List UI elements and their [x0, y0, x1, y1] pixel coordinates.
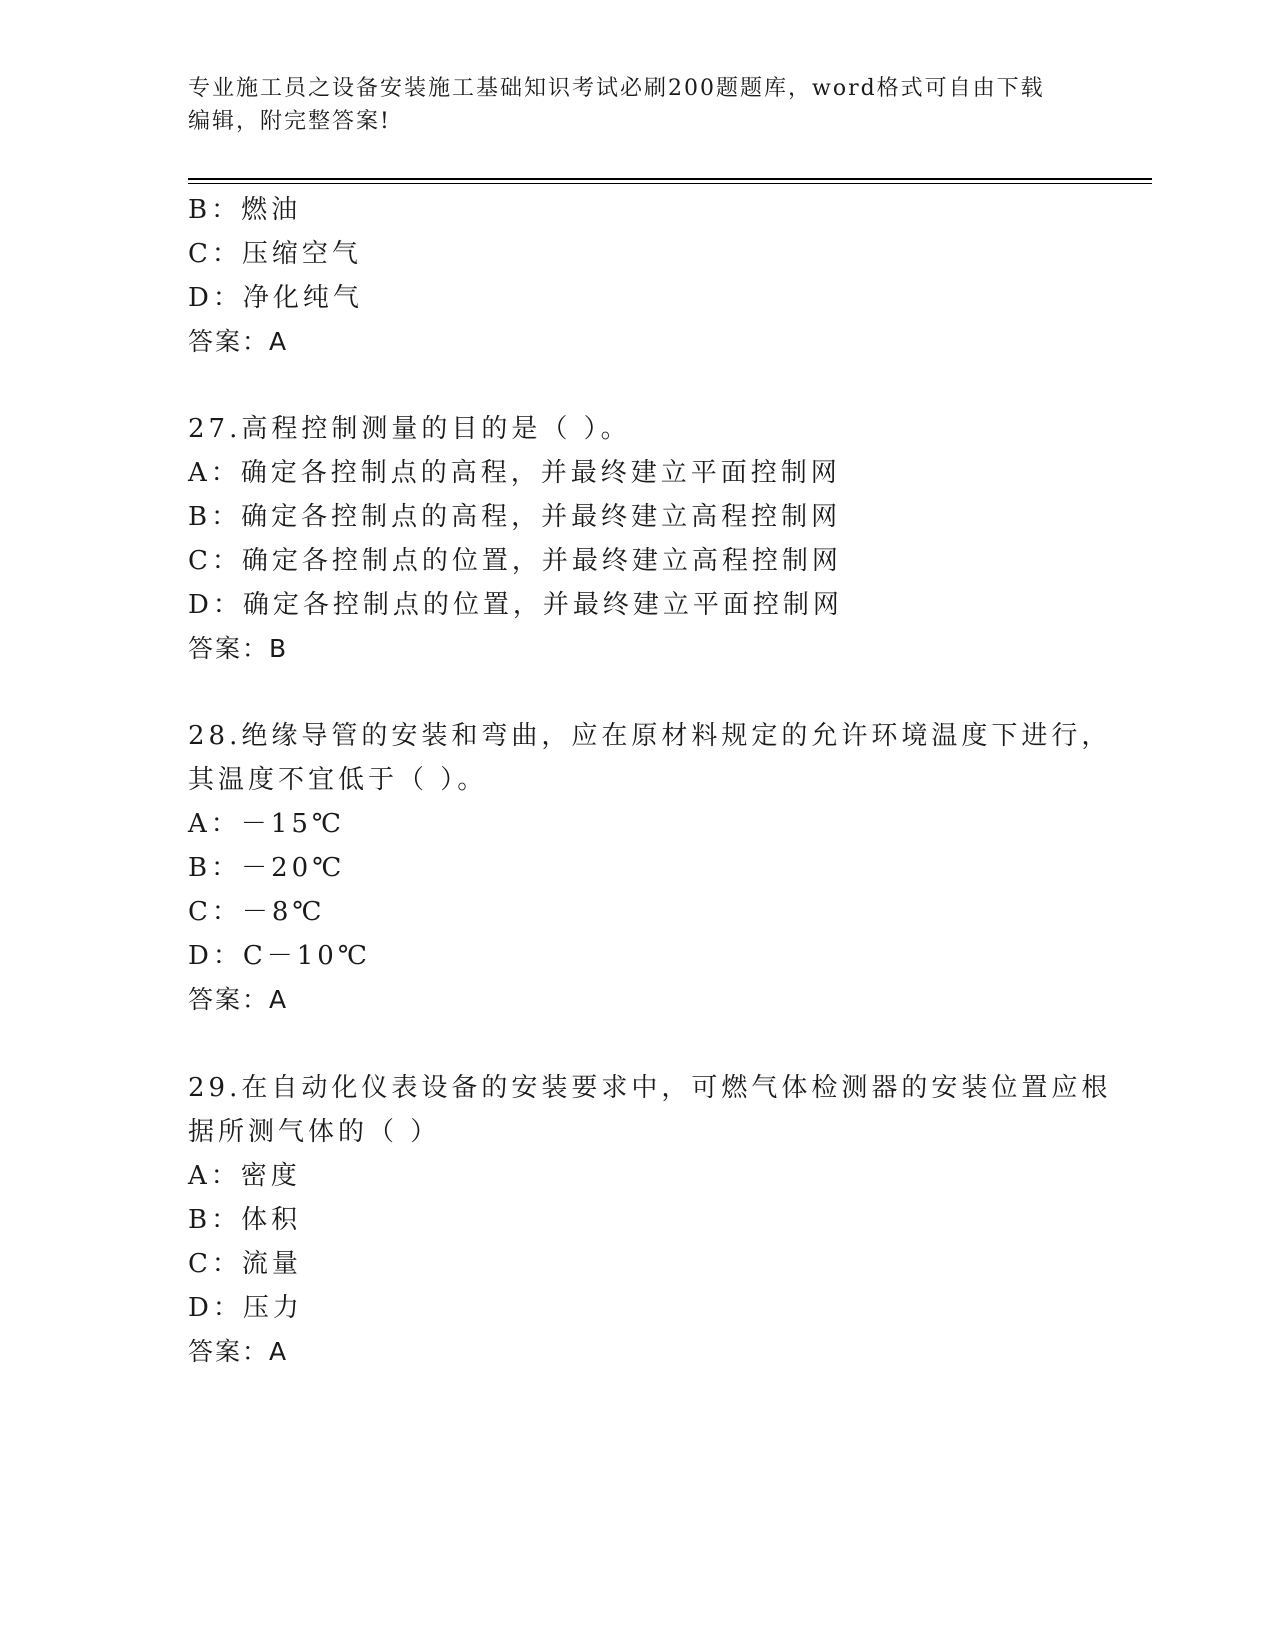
- q27-option-a: A：确定各控制点的高程，并最终建立平面控制网: [188, 458, 841, 488]
- header-rule-thick: [188, 178, 1152, 180]
- q27-option-c: C：确定各控制点的位置，并最终建立高程控制网: [188, 546, 842, 576]
- q29-option-a: A：密度: [188, 1161, 301, 1191]
- q27-option-b: B：确定各控制点的高程，并最终建立高程控制网: [188, 502, 842, 532]
- q27-option-d: D：确定各控制点的位置，并最终建立平面控制网: [188, 590, 843, 620]
- q26-option-d: D：净化纯气: [188, 283, 363, 313]
- q28-stem-line-1: 28.绝缘导管的安装和弯曲，应在原材料规定的允许环境温度下进行，: [188, 721, 1112, 751]
- q29-stem-line-2: 据所测气体的（ ）: [188, 1117, 441, 1147]
- q28-option-a: A：－15℃: [188, 809, 345, 839]
- q28-option-c: C：－8℃: [188, 897, 326, 927]
- q26-option-c: C：压缩空气: [188, 239, 362, 269]
- q28-answer: 答案：A: [188, 985, 289, 1014]
- header-rule-thin: [188, 183, 1152, 184]
- q26-option-b: B：燃油: [188, 195, 302, 225]
- q28-option-d: D：C－10℃: [188, 941, 371, 971]
- q28-stem-line-2: 其温度不宜低于（ ）。: [188, 765, 488, 795]
- q29-option-d: D：压力: [188, 1293, 303, 1323]
- q29-stem-line-1: 29.在自动化仪表设备的安装要求中，可燃气体检测器的安装位置应根: [188, 1073, 1112, 1103]
- document-header: [188, 72, 1068, 138]
- q26-answer: 答案：A: [188, 327, 289, 356]
- q27-stem: 27.高程控制测量的目的是（ ）。: [188, 414, 631, 444]
- header-line-2: 编辑，附完整答案!: [188, 109, 391, 134]
- q29-option-b: B：体积: [188, 1205, 302, 1235]
- q27-answer: 答案：B: [188, 634, 289, 663]
- q29-option-c: C：流量: [188, 1249, 302, 1279]
- header-line-1: 专业施工员之设备安装施工基础知识考试必刷200题题库，word格式可自由下载: [188, 76, 1045, 101]
- q28-option-b: B：－20℃: [188, 853, 346, 883]
- q29-answer: 答案：A: [188, 1337, 289, 1366]
